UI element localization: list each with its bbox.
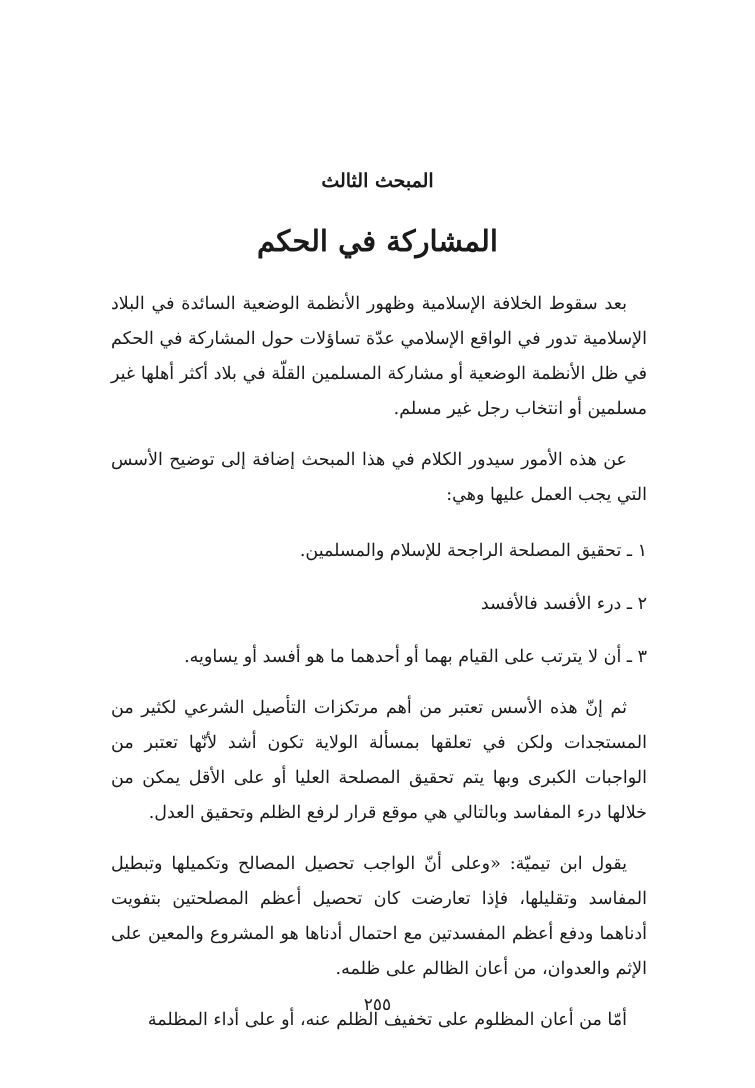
list-item: ٣ ـ أن لا يترتب على القيام بهما أو أحدهما ما هو أفسد أو يساويه.: [184, 647, 647, 667]
paragraph-continuation: أمّا من أعان المظلوم على تخفيف الظلم عنه، أو على أداء المظلمة: [147, 1010, 627, 1030]
body-text: [111, 287, 647, 1038]
paragraph-foundations: عن هذه الأمور سيدور الكلام في هذا المبحث إضافة إلى توضيح الأسس التي يجب العمل عليها وهي:: [111, 450, 647, 505]
section-label: المبحث الثالث: [321, 170, 434, 192]
page-title: المشاركة في الحكم: [257, 224, 498, 258]
page-number: ٢٥٥: [363, 995, 392, 1015]
list-item: ١ ـ تحقيق المصلحة الراجحة للإسلام والمسلمين.: [299, 541, 647, 561]
list-item: ٢ ـ درء الأفسد فالأفسد: [480, 594, 647, 614]
paragraph-intro: بعد سقوط الخلافة الإسلامية وظهور الأنظمة الوضعية السائدة في البلاد الإسلامية تدور في الواقع الإسلامي عدّة تساؤلات حول المشاركة في الحكم في ظل الأنظمة الوضعية أو مشاركة المسلمين القلّة في بلاد أكثر أهلها غير مسلمين أو انتخاب رجل غير مسلم.: [111, 294, 647, 419]
paragraph-foundations-importance: ثم إنّ هذه الأسس تعتبر من أهم مرتكزات التأصيل الشرعي لكثير من المستجدات ولكن في تعلقها بمسألة الولاية تكون أشد لأنّها تعتبر من الواجبات الكبرى وبها يتم تحقيق المصلحة العليا أو على الأقل يمكن من خلالها درء المفاسد وبالتالي هي موقع قرار لرفع الظلم وتحقيق العدل.: [111, 698, 647, 823]
paragraph-ibn-taymiyya-quote: يقول ابن تيميّة: «وعلى أنّ الواجب تحصيل المصالح وتكميلها وتبطيل المفاسد وتقليلها، فإذا تعارضت كان تحصيل أعظم المصلحتين بتفويت أدناهما ودفع أعظم المفسدتين مع احتمال أدناها هو المشروع والمعين على الإثم والعدوان، من أعان الظالم على ظلمه.: [111, 854, 647, 979]
